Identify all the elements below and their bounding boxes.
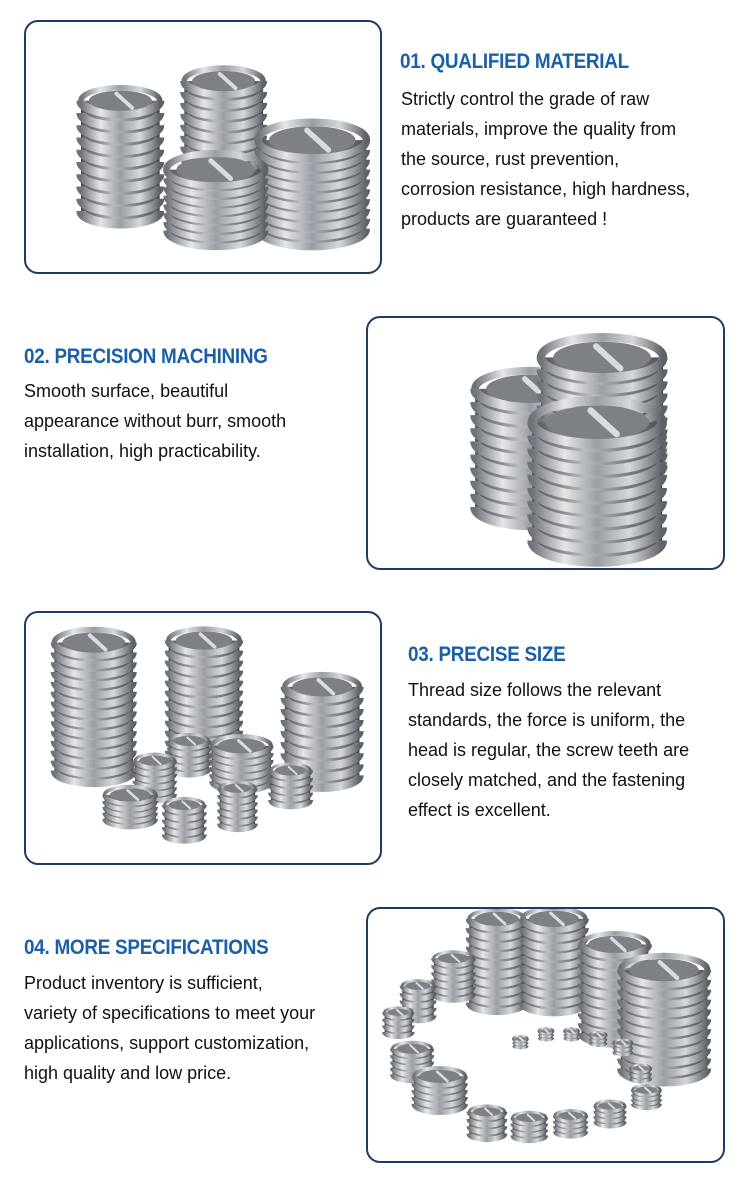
thread-inserts-photo-2: [368, 318, 723, 568]
coil-insert: [539, 1029, 553, 1040]
section-1-line: the source, rust prevention,: [401, 149, 620, 169]
section-1-line: products are guaranteed !: [401, 209, 608, 229]
coil-insert: [220, 782, 255, 829]
coil-insert: [167, 153, 265, 247]
coil-insert: [595, 1101, 625, 1126]
section-2-line: installation, high practicability.: [24, 441, 261, 461]
section-3-line: Thread size follows the relevant: [408, 680, 662, 700]
section-1-line: materials, improve the quality from: [401, 119, 677, 139]
product-photo-frame-1: [24, 20, 382, 274]
product-photo-frame-3: [24, 611, 382, 865]
section-3-line: head is regular, the screw teeth are: [408, 740, 690, 760]
coil-insert: [81, 88, 160, 224]
section-4-line: Product inventory is sufficient,: [24, 973, 263, 993]
coil-insert: [621, 956, 708, 1083]
coil-insert: [633, 1086, 661, 1109]
product-photo-frame-2: [366, 316, 725, 570]
coil-insert: [590, 1032, 606, 1045]
section-1-line: Strictly control the grade of raw: [401, 89, 650, 109]
section-4-line: high quality and low price.: [24, 1063, 232, 1083]
coil-insert: [513, 1112, 546, 1141]
section-4-title: 04. MORE SPECIFICATIONS: [24, 936, 269, 959]
coil-insert: [469, 1106, 504, 1139]
section-1-line: corrosion resistance, high hardness,: [401, 179, 691, 199]
section-4-line: variety of specifications to meet your: [24, 1003, 316, 1023]
section-1-text: [401, 84, 690, 234]
coil-insert: [165, 798, 204, 841]
coil-insert: [555, 1111, 587, 1137]
section-3-title: 03. PRECISE SIZE: [408, 643, 566, 666]
coil-insert: [565, 1029, 579, 1040]
thread-inserts-photo-3: [26, 613, 380, 863]
section-2-title: 02. PRECISION MACHINING: [24, 345, 268, 368]
section-4-line: applications, support customization,: [24, 1033, 310, 1053]
coil-insert: [614, 1040, 632, 1055]
coil-insert: [271, 764, 310, 807]
thread-inserts-photo-1: [26, 22, 380, 272]
section-3-line: closely matched, and the fastening: [408, 770, 686, 790]
coil-insert: [105, 787, 156, 828]
coil-insert: [434, 952, 473, 1000]
coil-insert: [54, 630, 133, 784]
section-3-text: [408, 675, 689, 825]
product-photo-frame-4: [366, 907, 725, 1163]
section-2-line: Smooth surface, beautiful: [24, 381, 229, 401]
section-3-line: effect is excellent.: [408, 800, 551, 820]
coil-insert: [385, 1008, 413, 1037]
section-4-text: [24, 968, 315, 1088]
thread-inserts-photo-4: [368, 909, 723, 1161]
section-3-line: standards, the force is uniform, the: [408, 710, 686, 730]
section-2-line: appearance without burr, smooth: [24, 411, 287, 431]
coil-insert: [631, 1065, 651, 1081]
coil-insert: [258, 122, 366, 246]
coil-insert: [469, 910, 524, 1012]
coil-insert: [532, 401, 662, 562]
section-2-text: [24, 376, 286, 466]
coil-insert: [414, 1068, 465, 1112]
coil-insert: [522, 909, 585, 1013]
coil-insert: [514, 1037, 528, 1048]
section-1-title: 01. QUALIFIED MATERIAL: [400, 50, 629, 73]
